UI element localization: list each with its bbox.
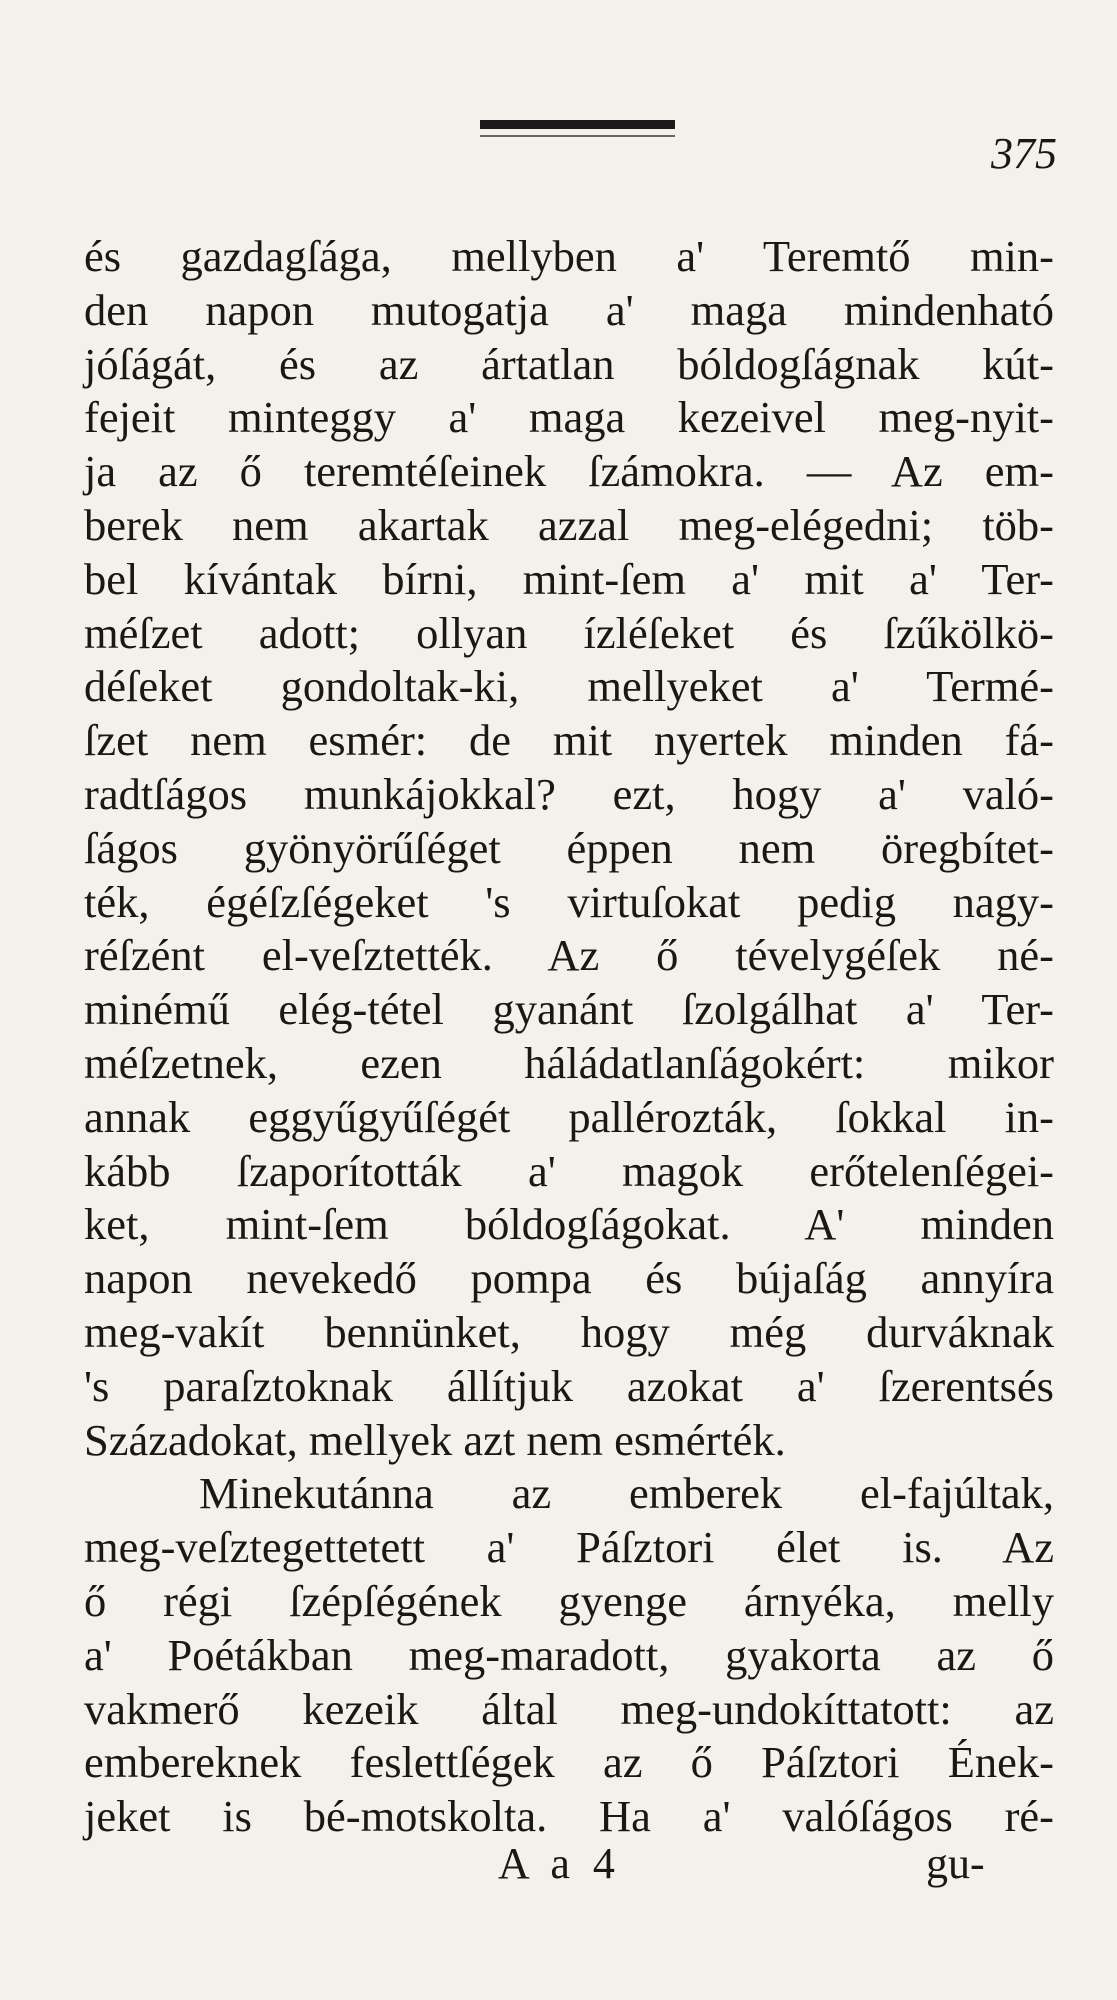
text-line: jóſágát, és az ártatlan bóldogſágnak kút-	[84, 338, 1054, 389]
text-line: meg-veſztegettetett a' Páſztori élet is. Az	[84, 1522, 1054, 1573]
text-line: a' Poétákban meg-maradott, gyakorta az ő	[84, 1629, 1054, 1680]
text-line: kább ſzaporították a' magok erőtelenſégei-	[84, 1145, 1054, 1196]
text-line: Századokat, mellyek azt nem esmérték.	[84, 1414, 786, 1465]
text-line: bel kívántak bírni, mint-ſem a' mit a' Ter-	[84, 553, 1054, 604]
page-footer	[0, 1838, 1117, 1898]
text-line: ték, égéſzſégeket 's virtuſokat pedig nagy-	[84, 876, 1054, 927]
text-line: fejeit minteggy a' maga kezeivel meg-nyit-	[84, 392, 1054, 443]
text-line: ja az ő teremtéſeinek ſzámokra. — Az em-	[84, 446, 1054, 497]
text-line: ſágos gyönyörűſéget éppen nem öregbítet-	[84, 822, 1054, 873]
text-line: annak eggyűgyűſégét pallérozták, ſokkal in-	[84, 1091, 1054, 1142]
text-line: meg-vakít bennünket, hogy még durváknak	[84, 1306, 1054, 1357]
page-number: 375	[991, 129, 1057, 178]
text-line: déſeket gondoltak-ki, mellyeket a' Termé-	[84, 661, 1054, 712]
text-line: minémű elég-tétel gyanánt ſzolgálhat a' Ter-	[84, 984, 1054, 1035]
text-line: méſzet adott; ollyan ízléſeket és ſzűkölkö-	[84, 607, 1054, 658]
text-line: vakmerő kezeik által meg-undokíttatott: az	[84, 1683, 1054, 1734]
text-line: Minekutánna az emberek el-fajúltak,	[199, 1468, 1054, 1519]
text-line: ſzet nem esmér: de mit nyertek minden fá-	[84, 715, 1054, 766]
body-text	[84, 230, 1054, 1844]
text-line: den napon mutogatja a' maga mindenható	[84, 284, 1054, 335]
text-line: méſzetnek, ezen háládatlanſágokért: mikor	[84, 1037, 1054, 1088]
text-line: berek nem akartak azzal meg-elégedni; töb-	[84, 499, 1054, 550]
catchword: gu-	[926, 1839, 985, 1888]
text-line: napon nevekedő pompa és bújaſág annyíra	[84, 1253, 1054, 1304]
header-rule-thin	[480, 135, 675, 137]
text-line: réſzént el-veſztették. Az ő tévelygéſek né-	[84, 930, 1054, 981]
text-line: radtſágos munkájokkal? ezt, hogy a' való-	[84, 768, 1054, 819]
text-line: ő régi ſzépſégének gyenge árnyéka, melly	[84, 1575, 1054, 1626]
text-line: 's paraſztoknak állítjuk azokat a' ſzerentsés	[84, 1360, 1054, 1411]
signature-mark: A a 4	[498, 1839, 621, 1888]
text-line: embereknek feslettſégek az ő Páſztori Ének-	[84, 1737, 1054, 1788]
header-rule	[480, 120, 675, 129]
text-line: és gazdagſága, mellyben a' Teremtő min-	[84, 231, 1054, 281]
text-line: jeket is bé-motskolta. Ha a' valóſágos ré-	[84, 1791, 1054, 1842]
text-line: ket, mint-ſem bóldogſágokat. A' minden	[84, 1199, 1054, 1250]
